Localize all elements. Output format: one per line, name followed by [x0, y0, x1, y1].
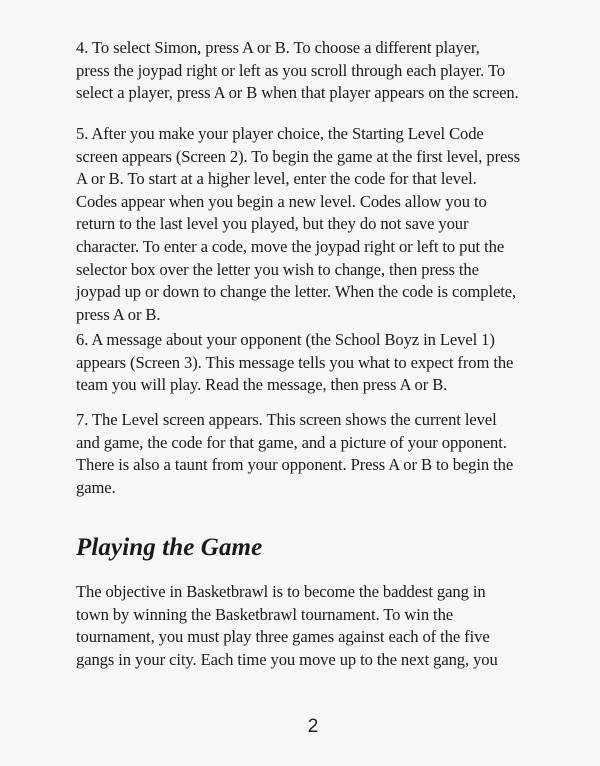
instruction-step-5: 5. After you make your player choice, the Starting Level Code screen appears (Screen 2). To begin the game at the first level, press A or B. To start at a higher level, enter the code for that level. Codes appear when you begin a new level. Codes allow you to return to the last level you played, but they do not save your character. To enter a code, move the joypad right or left to put the selector box over the letter you wish to change, then press the joypad up or down to change the letter. When the code is complete, press A or B.	[76, 124, 520, 324]
section-paragraph: The objective in Basketbrawl is to become the baddest gang in town by winning the Basketbrawl tournament. To win the tournament, you must play three games against each of the five gangs in your city. Each time you move up to the next gang, you	[76, 582, 498, 669]
page-number: 2	[307, 716, 319, 737]
instruction-step-4: 4. To select Simon, press A or B. To choose a different player, press the joypad right or left as you scroll through each player. To select a player, press A or B when that player appears on the screen.	[76, 38, 519, 103]
section-heading: Playing the Game	[76, 534, 263, 561]
instruction-step-7: 7. The Level screen appears. This screen shows the current level and game, the code for that game, and a picture of your opponent. There is also a taunt from your opponent. Press A or B to begin the game.	[76, 410, 514, 497]
instruction-step-6: 6. A message about your opponent (the School Boyz in Level 1) appears (Screen 3). This message tells you what to expect from the team you will play. Read the message, then press A or B.	[76, 330, 514, 395]
